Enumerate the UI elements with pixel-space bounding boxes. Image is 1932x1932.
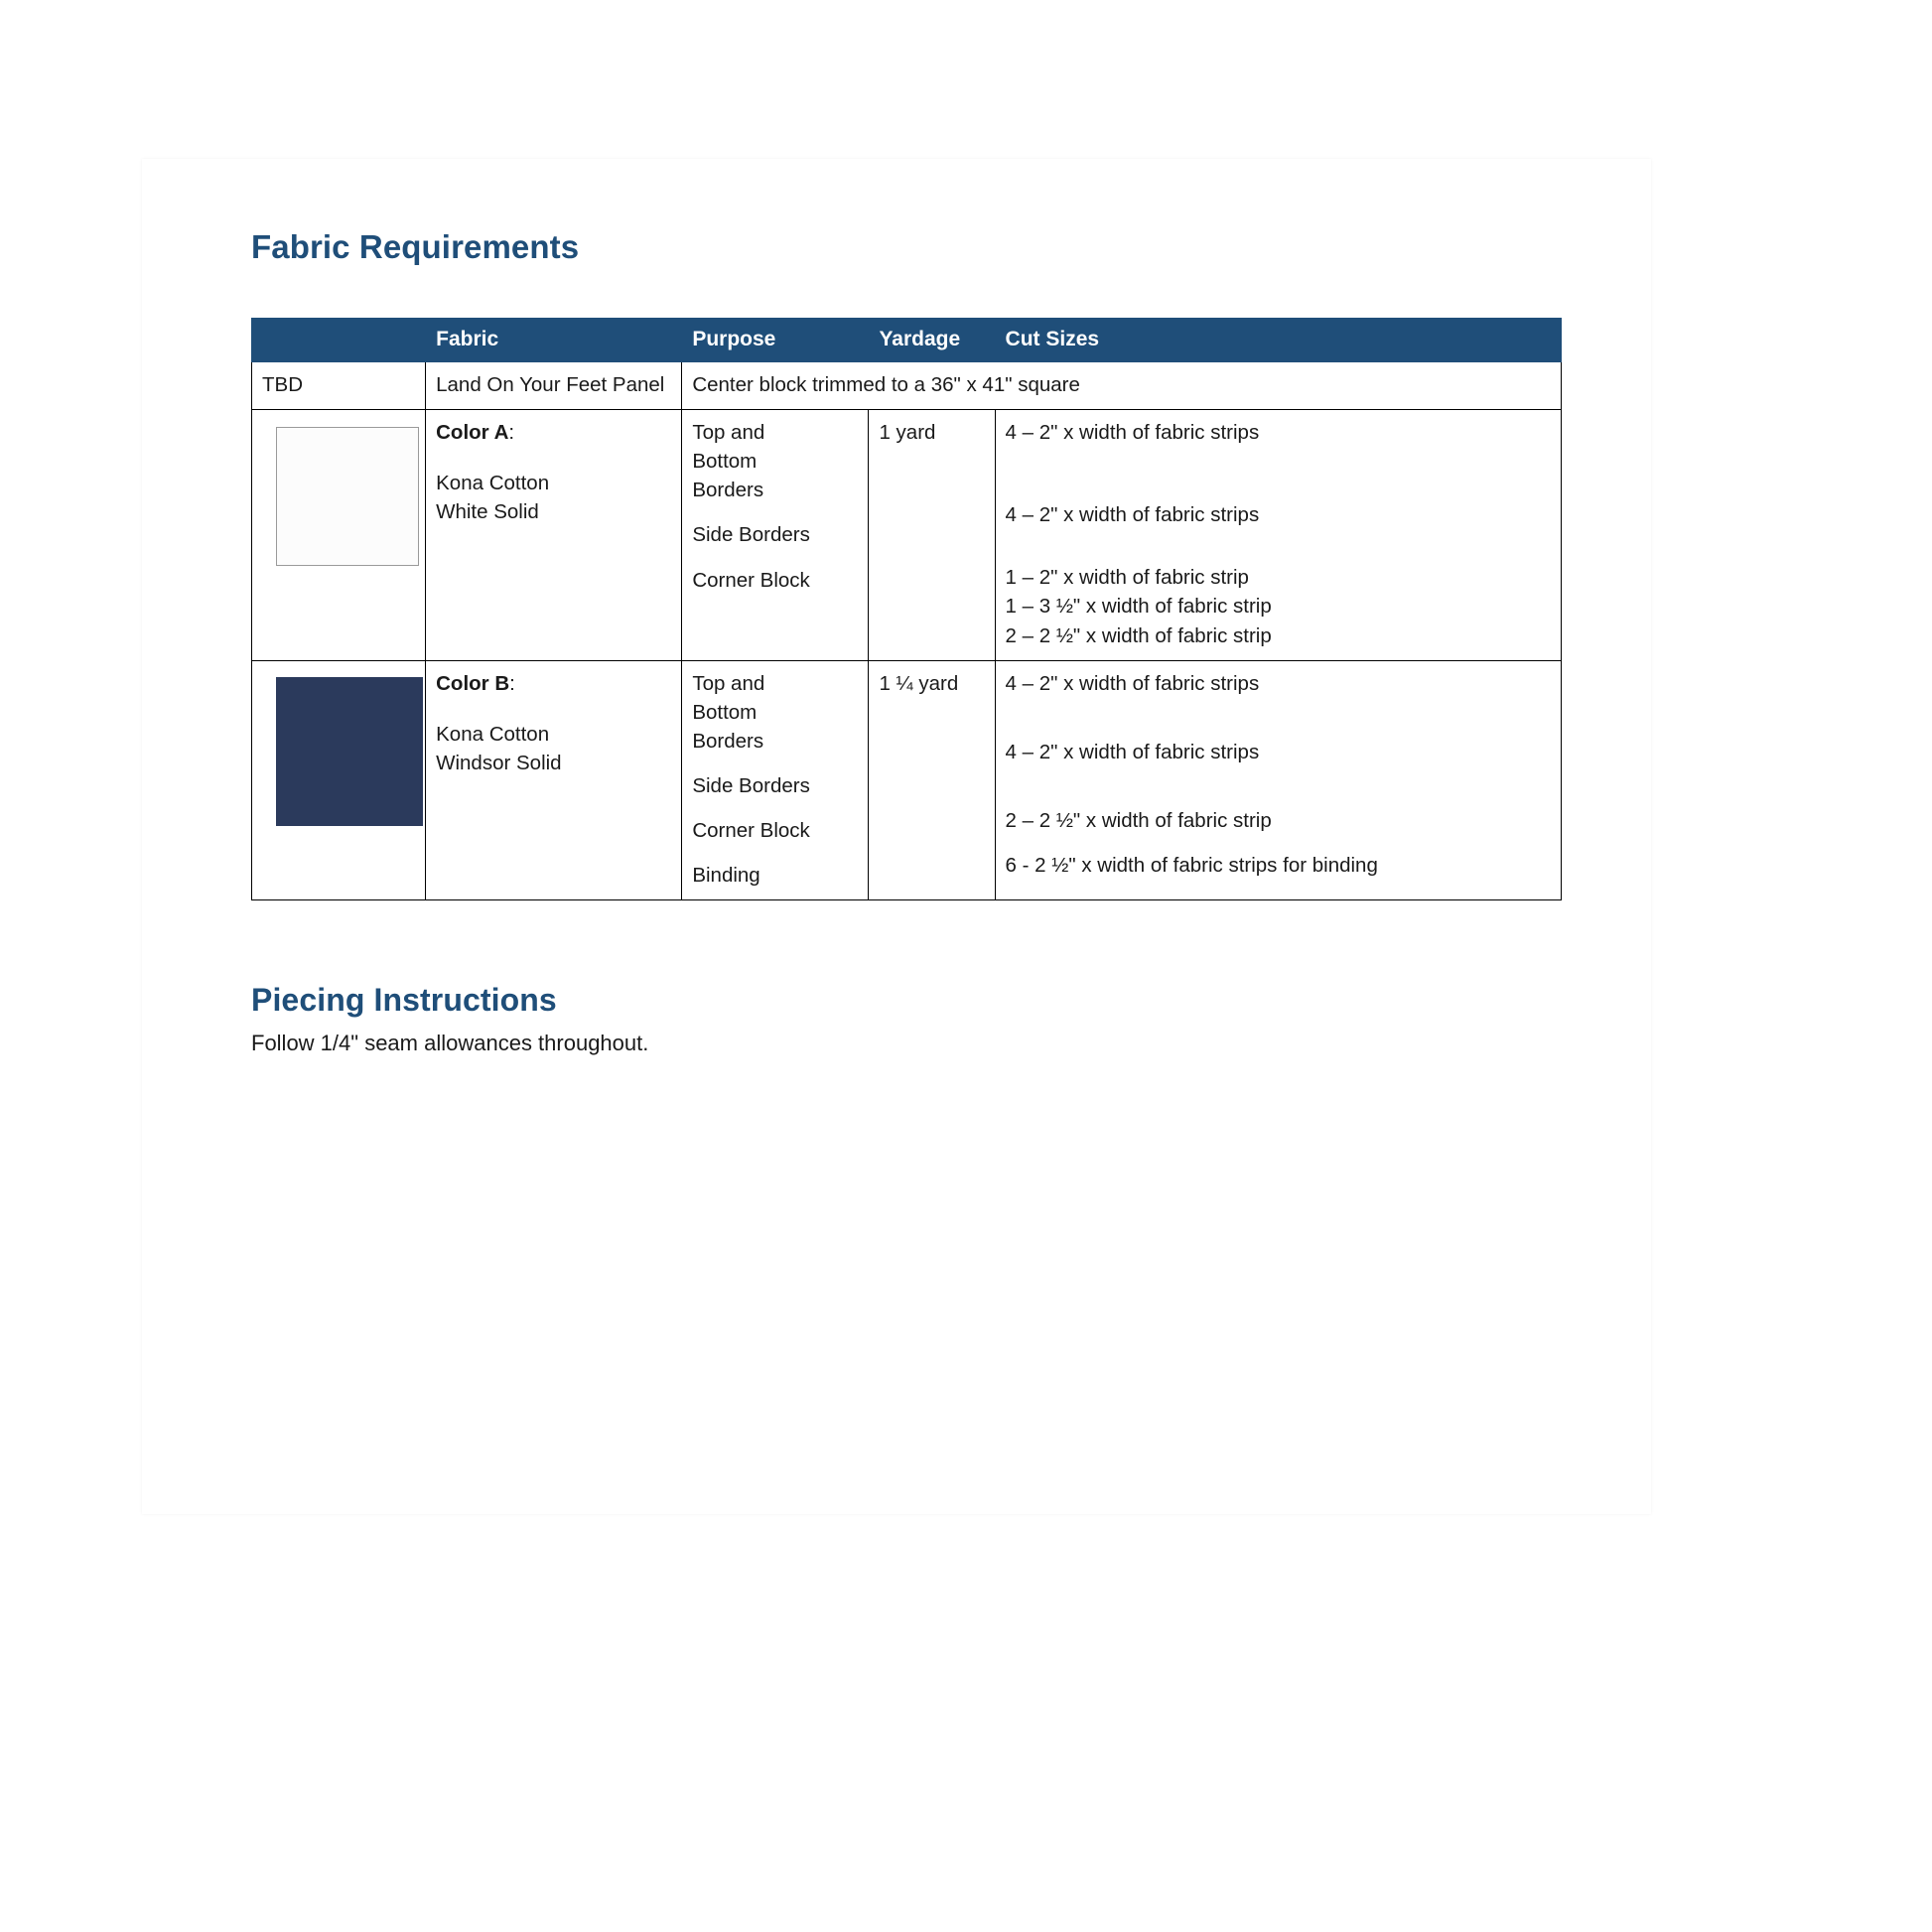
column-header-fabric: Fabric: [426, 319, 682, 362]
cell-gap: [436, 447, 671, 469]
column-header-cut-sizes: Cut Sizes: [995, 319, 1561, 362]
cell-gap: [1006, 698, 1551, 738]
color-b-yardage: 1 ¼ yard: [869, 660, 995, 900]
color-a-fabric-line-1: Kona Cotton: [436, 472, 550, 495]
cell-gap: [436, 698, 671, 720]
color-a-swatch-cell: [252, 410, 426, 661]
color-a-purpose-3: Corner Block: [692, 568, 810, 592]
color-swatch-windsor: [276, 677, 423, 826]
cell-gap: [1006, 529, 1551, 563]
column-header-purpose: Purpose: [682, 319, 869, 362]
color-a-cut-cell: [995, 410, 1561, 661]
color-a-label-colon: :: [508, 421, 515, 445]
color-a-purpose-1a: Top and: [692, 421, 765, 445]
color-b-fabric-cell: [426, 660, 682, 900]
color-a-fabric-cell: [426, 410, 682, 661]
color-a-label-line: [436, 418, 671, 447]
color-b-cut-4: 6 - 2 ½" x width of fabric strips for binding: [1005, 853, 1378, 877]
color-b-purpose-4: Binding: [692, 864, 760, 888]
color-a-cut-4: 1 – 3 ½" x width of fabric strip: [1005, 595, 1272, 619]
cell-gap: [692, 756, 858, 771]
piecing-instructions-title: Piecing Instructions: [251, 982, 557, 1019]
table-row: [252, 362, 1562, 410]
page-title: Fabric Requirements: [251, 228, 580, 265]
color-b-purpose-cell: [682, 660, 869, 900]
color-b-cut-cell: [995, 660, 1561, 900]
column-header-swatch: [252, 319, 426, 362]
color-a-label: Color A: [436, 421, 509, 445]
color-b-purpose-1b: Bottom: [692, 700, 758, 724]
color-swatch-white: [276, 427, 419, 566]
cell-gap: [692, 800, 858, 816]
color-a-cut-3: 1 – 2" x width of fabric strip: [1005, 566, 1249, 590]
color-b-label: Color B: [436, 671, 510, 695]
color-a-yardage: 1 yard: [869, 410, 995, 661]
color-b-purpose-1a: Top and: [692, 671, 765, 695]
document-page: [142, 159, 1651, 1514]
column-header-yardage: Yardage: [869, 319, 995, 362]
color-b-cut-2: 4 – 2" x width of fabric strips: [1005, 740, 1260, 763]
panel-swatch-label: TBD: [252, 362, 426, 410]
color-a-cut-5: 2 – 2 ½" x width of fabric strip: [1005, 623, 1272, 647]
color-b-label-colon: :: [509, 671, 515, 695]
panel-fabric-name: Land On Your Feet Panel: [426, 362, 682, 410]
cell-gap: [1006, 447, 1551, 500]
color-b-cut-1: 4 – 2" x width of fabric strips: [1005, 671, 1260, 695]
cell-gap: [692, 504, 858, 520]
color-a-cut-1: 4 – 2" x width of fabric strips: [1005, 421, 1260, 445]
color-b-cut-3: 2 – 2 ½" x width of fabric strip: [1005, 808, 1272, 832]
color-b-fabric-line-1: Kona Cotton: [436, 722, 550, 746]
color-a-purpose-cell: [682, 410, 869, 661]
section-spacer: [251, 900, 1572, 982]
color-a-purpose-1c: Borders: [692, 479, 764, 502]
color-a-purpose-2: Side Borders: [692, 523, 810, 547]
color-a-fabric-line-2: White Solid: [436, 500, 539, 524]
cell-gap: [692, 550, 858, 566]
piecing-instructions-text: Follow 1/4" seam allowances throughout.: [251, 1031, 649, 1056]
panel-note: Center block trimmed to a 36" x 41" square: [682, 362, 1562, 410]
color-b-swatch-cell: [252, 660, 426, 900]
color-b-purpose-3: Corner Block: [692, 819, 810, 843]
cell-gap: [692, 845, 858, 861]
color-b-purpose-2: Side Borders: [692, 773, 810, 797]
fabric-requirements-table: [251, 318, 1562, 900]
document-content: [251, 228, 1572, 1081]
color-b-label-line: [436, 669, 671, 698]
table-header-row: [252, 319, 1562, 362]
color-b-purpose-1c: Borders: [692, 729, 764, 753]
table-row: [252, 660, 1562, 900]
color-b-fabric-line-2: Windsor Solid: [436, 751, 562, 774]
cell-gap: [1006, 835, 1551, 851]
title-spacer: [251, 266, 1572, 318]
cell-gap: [1006, 766, 1551, 806]
table-row: [252, 410, 1562, 661]
color-a-cut-2: 4 – 2" x width of fabric strips: [1005, 503, 1260, 527]
color-a-purpose-1b: Bottom: [692, 450, 758, 474]
